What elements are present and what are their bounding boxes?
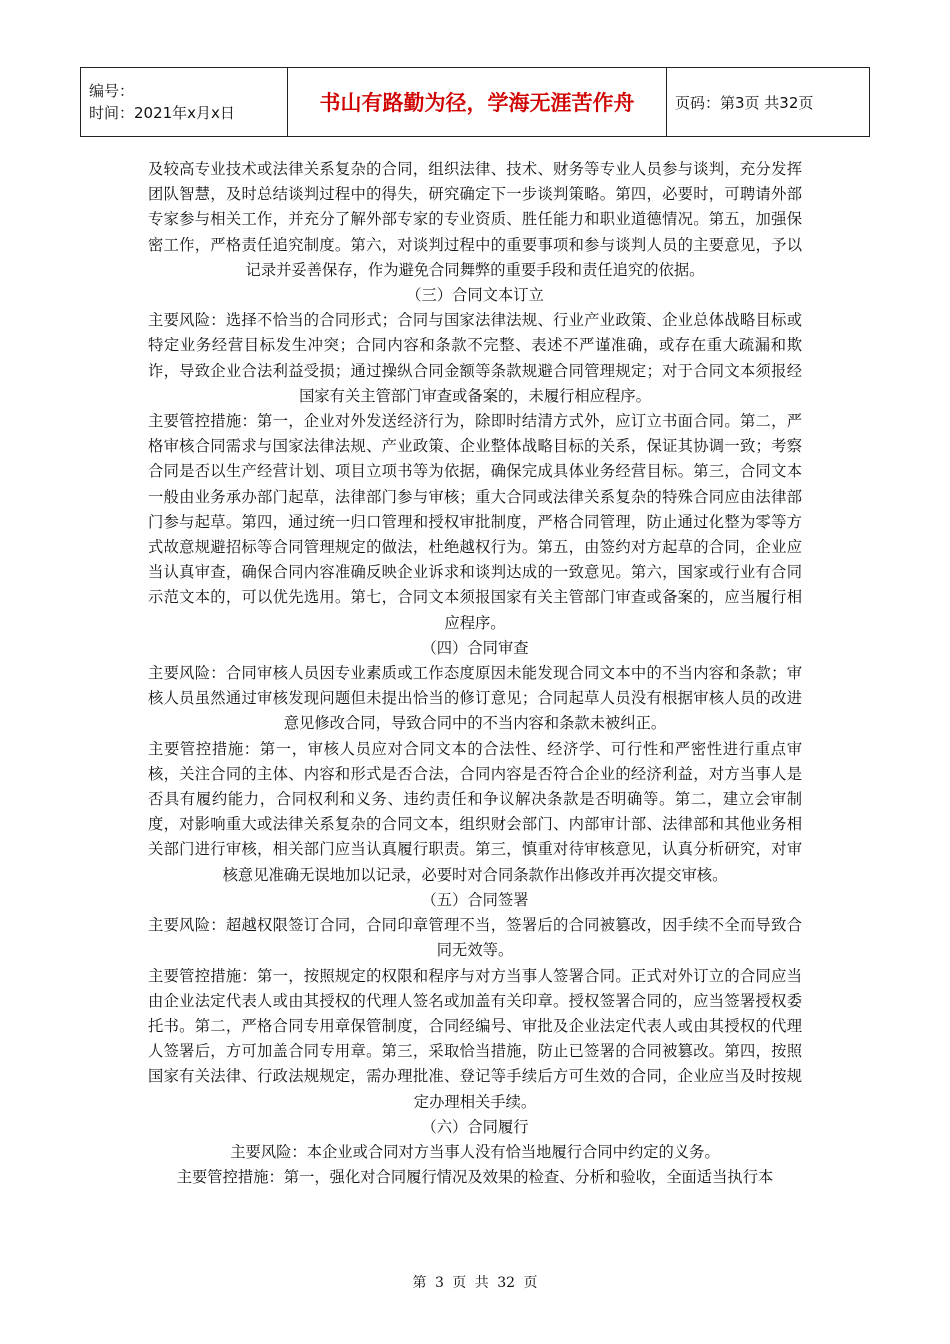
- header-motto: 书山有路勤为径，学海无涯苦作舟: [288, 68, 667, 137]
- paragraph: 及较高专业技术或法律关系复杂的合同，组织法律、技术、财务等专业人员参与谈判，充分发挥团队智慧，及时总结谈判过程中的得失，研究确定下一步谈判策略。第四，必要时，可聘请外部专家参与相关工作，并充分了解外部专家的专业资质、胜任能力和职业道德情况。第五，加强保密工作，严格责任追究制度。第六，对谈判过程中的重要事项和参与谈判人员的主要意见，予以记录并妥善保存，作为避免合同舞弊的重要手段和责任追究的依据。: [148, 160, 802, 279]
- page-footer: 第 3 页 共 32 页: [412, 1275, 538, 1291]
- document-number-label: 编号：: [89, 82, 135, 100]
- paragraph: 主要管控措施：第一，按照规定的权限和程序与对方当事人签署合同。正式对外订立的合同应当由企业法定代表人或由其授权的代理人签名或加盖有关印章。授权签署合同的，应当签署授权委托书。第二，严格合同专用章保管制度，合同经编号、审批及企业法定代表人或由其授权的代理人签署后，方可加盖合同专用章。第三，采取恰当措施，防止已签署的合同被篡改。第四，按照国家有关法律、行政法规规定，需办理批准、登记等手续后方可生效的合同，企业应当及时按规定办理相关手续。: [148, 966, 802, 1111]
- header-page-info: 页码：第3页 共32页: [667, 68, 870, 137]
- section-heading: （三）合同文本订立: [406, 286, 544, 305]
- section-heading: （六）合同履行: [421, 1117, 529, 1136]
- header-meta: [81, 68, 288, 137]
- document-header: [80, 67, 870, 137]
- paragraph: 主要风险：选择不恰当的合同形式；合同与国家法律法规、行业产业政策、企业总体战略目标或特定业务经营目标发生冲突；合同内容和条款不完整、表述不严谨准确，或存在重大疏漏和欺诈，导致企业合法利益受损；通过操纵合同金额等条款规避合同管理规定；对于合同文本须报经国家有关主管部门审查或备案的，未履行相应程序。: [148, 311, 802, 405]
- paragraph: 主要管控措施：第一，企业对外发送经济行为，除即时结清方式外，应订立书面合同。第二，严格审核合同需求与国家法律法规、产业政策、企业整体战略目标的关系，保证其协调一致；考察合同是否以生产经营计划、项目立项书等为依据，确保完成具体业务经营目标。第三，合同文本一般由业务承办部门起草，法律部门参与审核；重大合同或法律关系复杂的特殊合同应由法律部门参与起草。第四，通过统一归口管理和授权审批制度，严格合同管理，防止通过化整为零等方式故意规避招标等合同管理规定的做法，杜绝越权行为。第五，由签约对方起草的合同，企业应当认真审查，确保合同内容准确反映企业诉求和谈判达成的一致意见。第六，国家或行业有合同示范文本的，可以优先选用。第七，合同文本须报国家有关主管部门审查或备案的，应当履行相应程序。: [148, 412, 802, 632]
- paragraph: 主要风险：合同审核人员因专业素质或工作态度原因未能发现合同文本中的不当内容和条款；审核人员虽然通过审核发现问题但未提出恰当的修订意见；合同起草人员没有根据审核人员的改进意见修改合同，导致合同中的不当内容和条款未被纠正。: [148, 664, 802, 733]
- paragraph: 主要风险：超越权限签订合同，合同印章管理不当，签署后的合同被篡改，因手续不全而导致合同无效等。: [148, 916, 802, 960]
- document-body: [148, 157, 802, 1190]
- paragraph: 主要风险：本企业或合同对方当事人没有恰当地履行合同中约定的义务。: [230, 1142, 720, 1161]
- document-date: 时间：2021年x月x日: [89, 104, 235, 122]
- section-heading: （四）合同审查: [421, 638, 529, 657]
- section-heading: （五）合同签署: [421, 890, 529, 909]
- paragraph: 主要管控措施：第一，审核人员应对合同文本的合法性、经济学、可行性和严密性进行重点审核，关注合同的主体、内容和形式是否合法，合同内容是否符合企业的经济利益，对方当事人是否具有履约能力，合同权利和义务、违约责任和争议解决条款是否明确等。第二，建立会审制度，对影响重大或法律关系复杂的合同文本，组织财会部门、内部审计部、法律部和其他业务相关部门进行审核，相关部门应当认真履行职责。第三，慎重对待审核意见，认真分析研究，对审核意见准确无误地加以记录，必要时对合同条款作出修改并再次提交审核。: [148, 739, 802, 884]
- paragraph: 主要管控措施：第一，强化对合同履行情况及效果的检查、分析和验收，全面适当执行本: [176, 1168, 774, 1187]
